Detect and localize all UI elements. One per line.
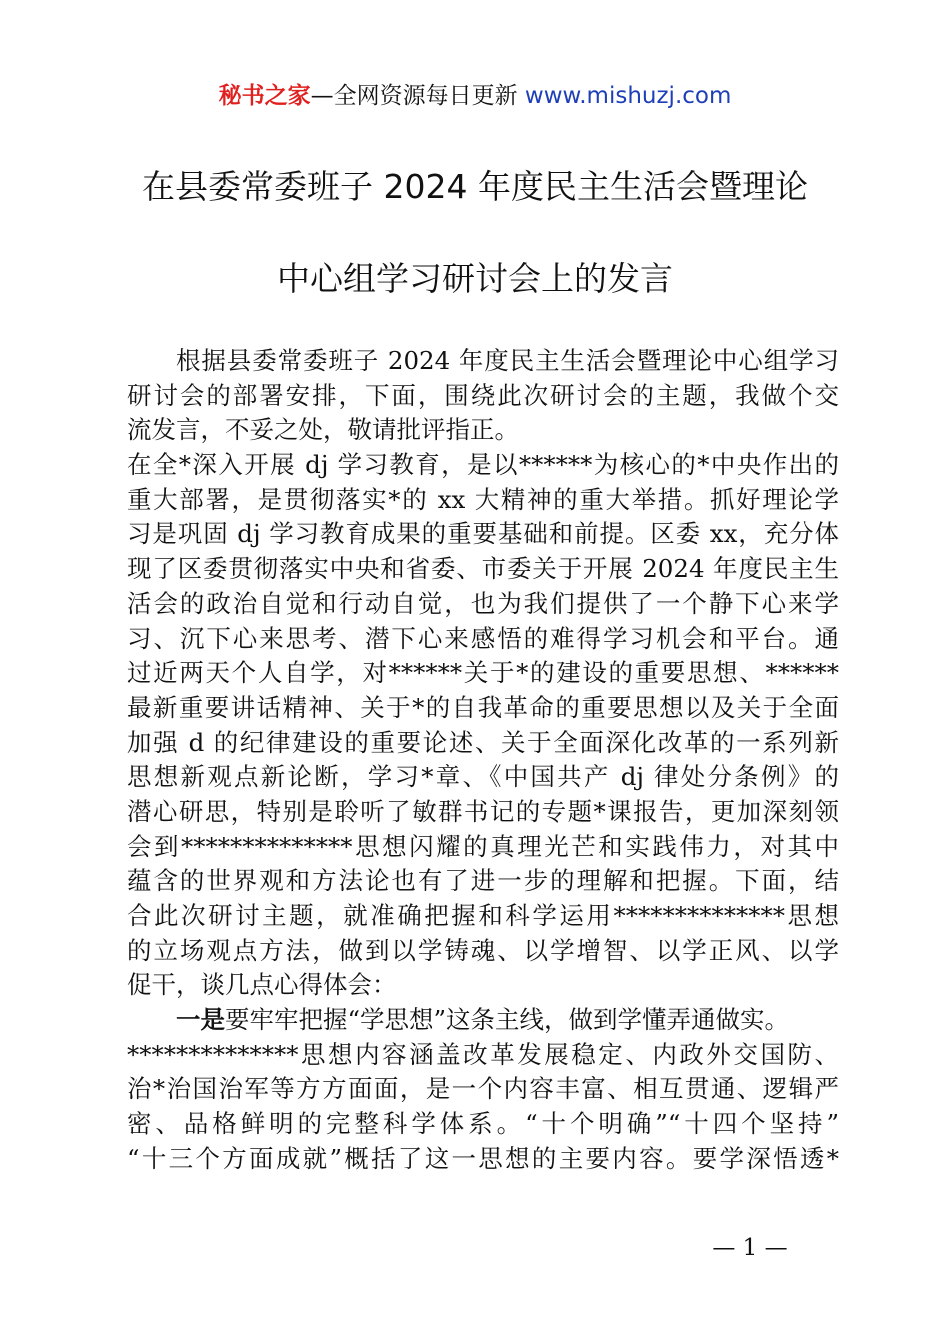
body-line: 研讨会的部署安排，下面，围绕此次研讨会的主题，我做个交 xyxy=(127,380,839,410)
body-line: 合此次研讨主题，就准确把握和科学运用**************思想 xyxy=(127,901,839,930)
body-line: 蕴含的世界观和方法论也有了进一步的理解和把握。下面，结 xyxy=(127,866,839,896)
body-line: 活会的政治自觉和行动自觉，也为我们提供了一个静下心来学 xyxy=(127,588,839,618)
site-brand-name: 秘书之家 xyxy=(218,83,311,109)
body-line: “十三个方面成就”概括了这一思想的主要内容。要学深悟透* xyxy=(127,1143,839,1173)
point-one-lead: 一是 xyxy=(176,1005,225,1035)
body-line: 治*治国治军等方方面面，是一个内容丰富、相互贯通、逻辑严 xyxy=(127,1074,839,1104)
document-body xyxy=(127,344,839,1177)
body-line: 流发言，不妥之处，敬请批评指正。 xyxy=(127,415,519,445)
body-line: 在全*深入开展 dj 学习教育，是以******为核心的*中央作出的 xyxy=(127,450,839,480)
site-url-link[interactable]: www.mishuzj.com xyxy=(524,83,732,109)
body-line: 根据县委常委班子 2024 年度民主生活会暨理论中心组学习 xyxy=(176,346,839,375)
body-line: 习、沉下心来思考、潜下心来感悟的难得学习机会和平台。通 xyxy=(127,623,839,653)
body-line: 现了区委贯彻落实中央和省委、市委关于开展 2024 年度民主生 xyxy=(127,554,839,584)
body-line: 重大部署，是贯彻落实*的 xx 大精神的重大举措。抓好理论学 xyxy=(127,484,839,514)
body-line: 潜心研思，特别是聆听了敏群书记的专题*课报告，更加深刻领 xyxy=(127,796,839,826)
body-line: **************思想内容涵盖改革发展稳定、内政外交国防、 xyxy=(127,1039,839,1069)
body-line: 过近两天个人自学，对******关于*的建设的重要思想、****** xyxy=(127,658,839,688)
body-line: 促干，谈几点心得体会： xyxy=(127,970,397,1000)
body-line: 的立场观点方法，做到以学铸魂、以学增智、以学正风、以学 xyxy=(127,935,839,965)
document-title-line-1: 在县委常委班子 2024 年度民主生活会暨理论 xyxy=(142,167,808,206)
body-line: 最新重要讲话精神、关于*的自我革命的重要思想以及关于全面 xyxy=(127,692,839,722)
point-one-line xyxy=(127,1003,839,1038)
point-one-text: 要牢牢把握“学思想”这条主线，做到学懂弄通做实。 xyxy=(225,1005,790,1035)
body-line: 习是巩固 dj 学习教育成果的重要基础和前提。区委 xx，充分体 xyxy=(127,519,839,549)
body-line: 密、品格鲜明的完整科学体系。“十个明确”“十四个坚持” xyxy=(127,1109,839,1139)
page-number: — 1 — xyxy=(712,1235,788,1261)
site-slogan: —全网资源每日更新 xyxy=(310,83,525,109)
body-line: 思想新观点新论断，学习*章、《中国共产 dj 律处分条例》的 xyxy=(127,762,839,792)
document-title-line-2: 中心组学习研讨会上的发言 xyxy=(277,259,673,298)
body-line: 会到**************思想闪耀的真理光芒和实践伟力，对其中 xyxy=(127,831,839,861)
site-banner xyxy=(0,78,950,114)
body-line: 加强 d 的纪律建设的重要论述、关于全面深化改革的一系列新 xyxy=(127,727,839,757)
